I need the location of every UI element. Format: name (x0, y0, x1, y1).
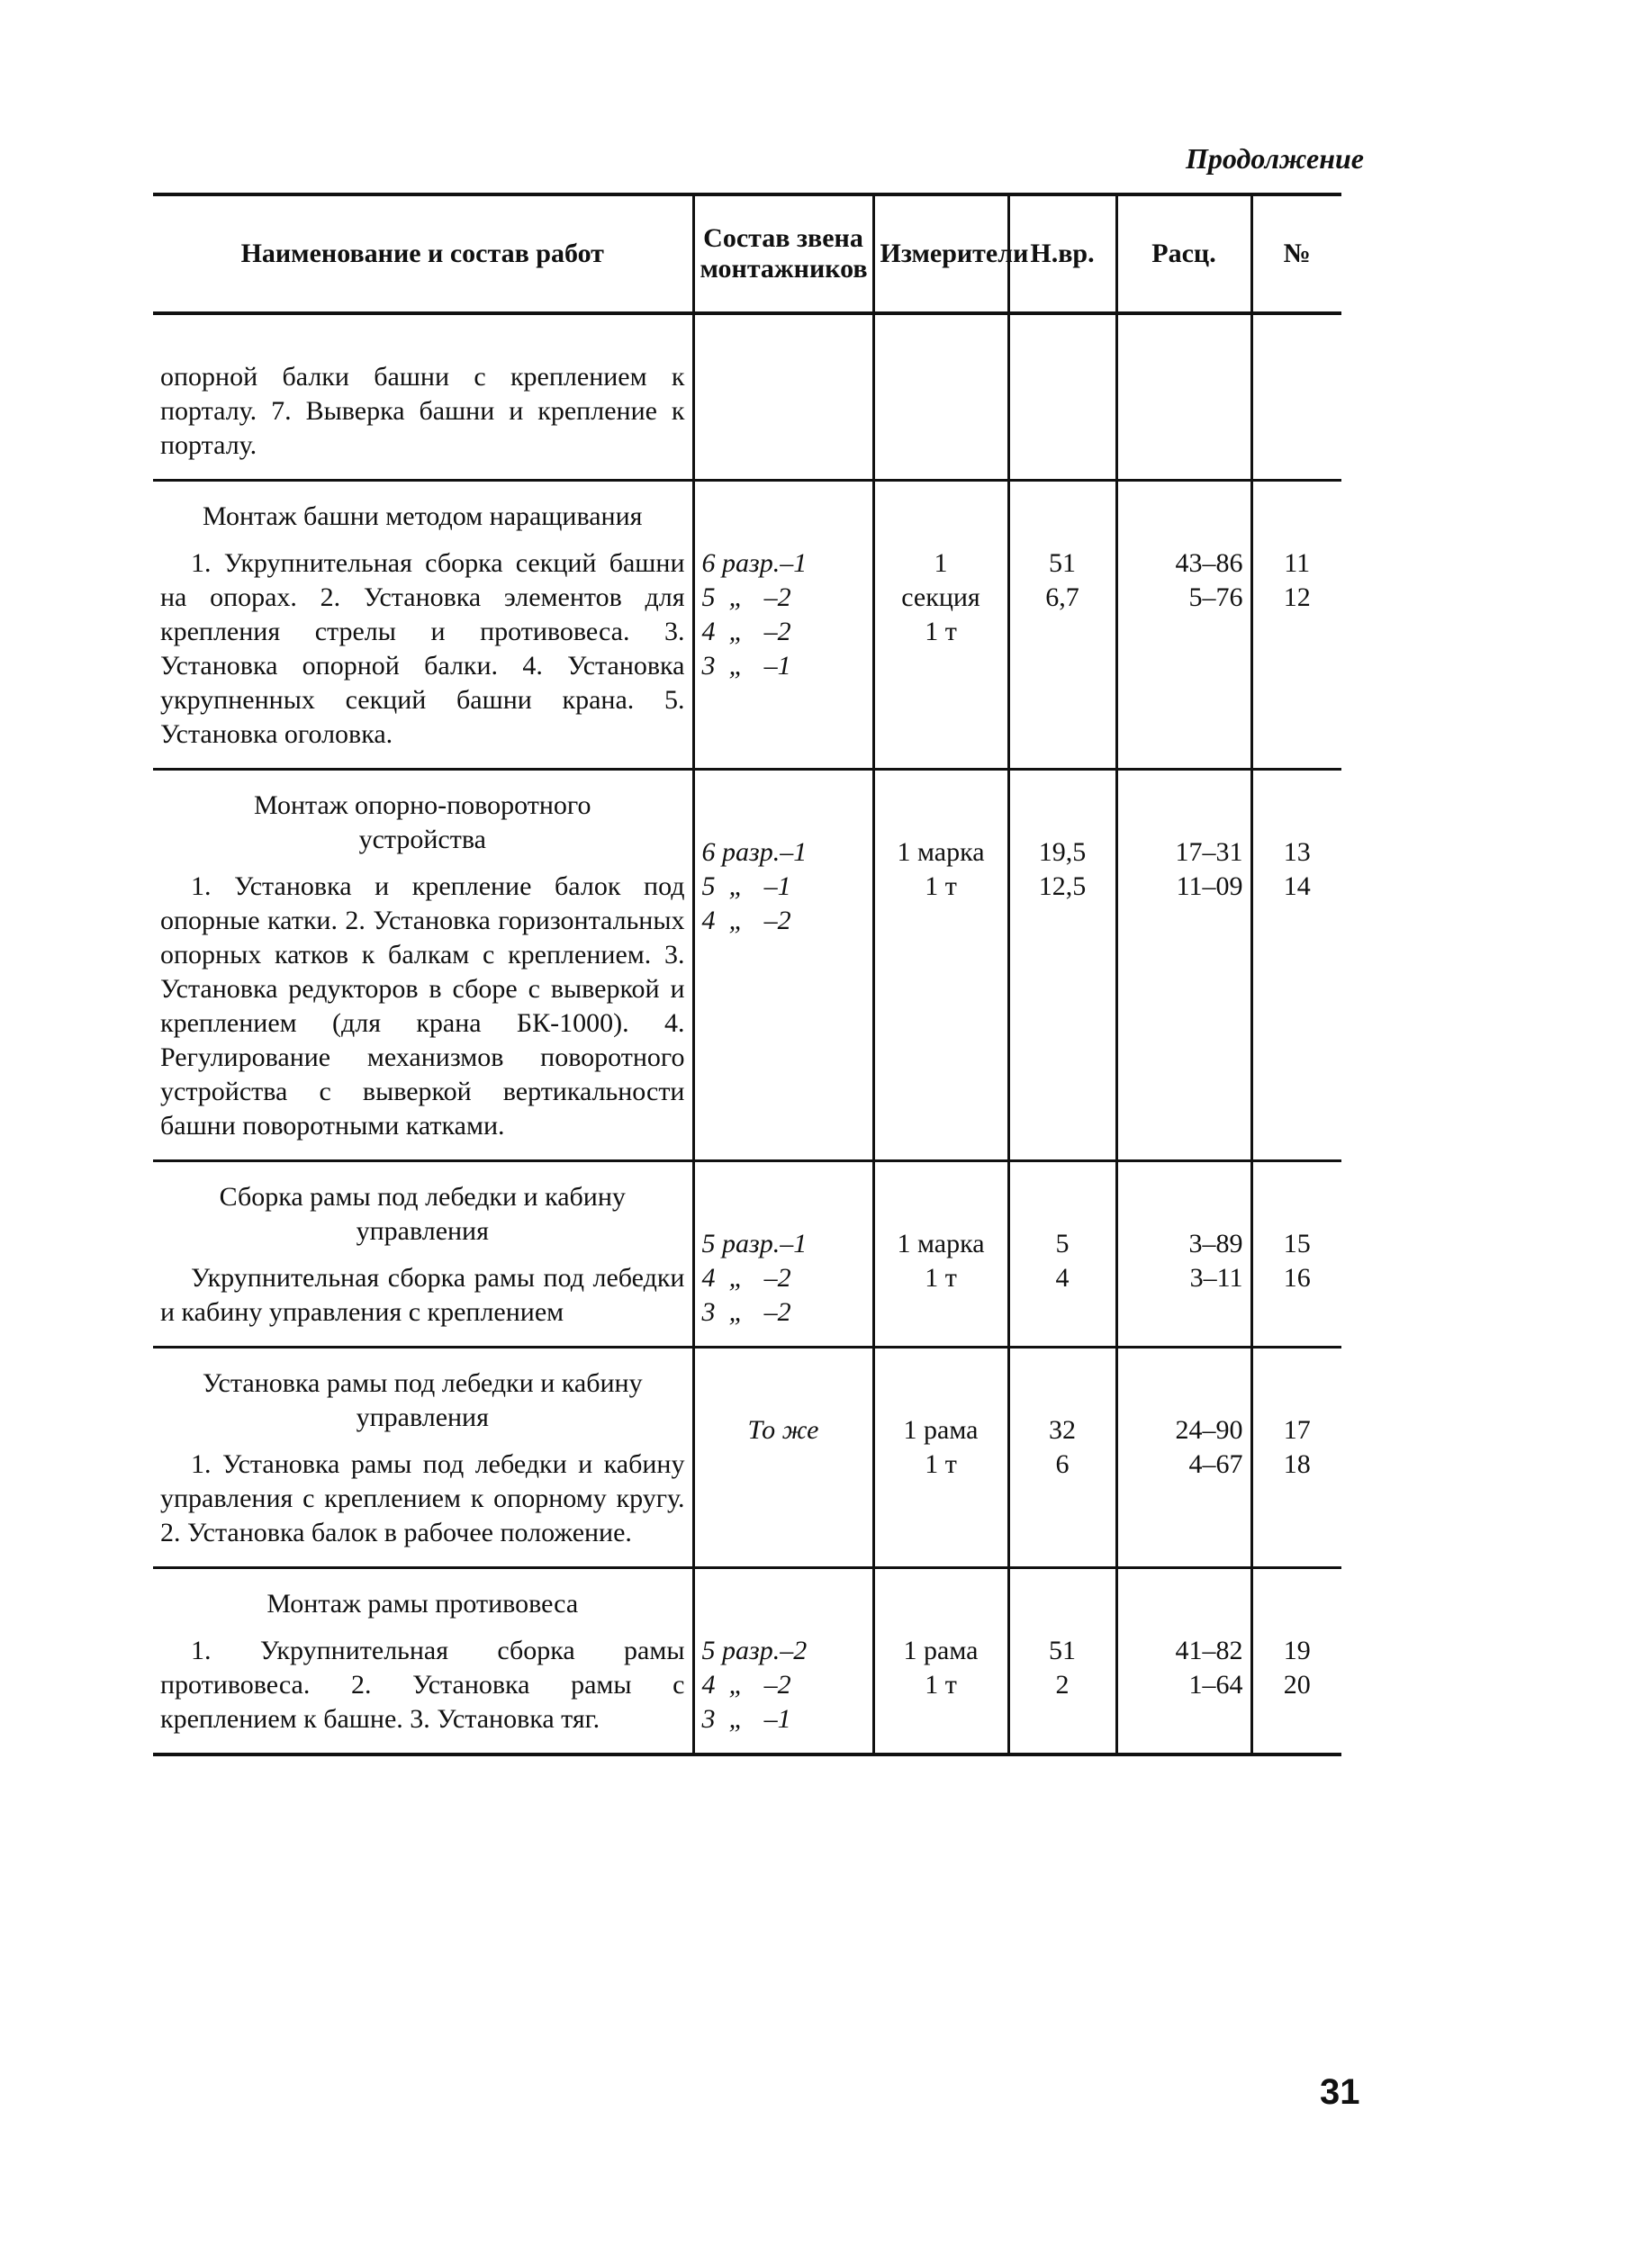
rate-value: 43–86 (1175, 548, 1243, 578)
crew-line: 6 разр.–1 (701, 548, 808, 578)
norm-time-value: 6,7 (1045, 582, 1079, 612)
number-cell (1251, 1161, 1341, 1348)
unit-value: 1 т (925, 871, 957, 901)
row-number: 15 (1283, 1229, 1311, 1258)
continuation-label: Продолжение (1186, 142, 1364, 175)
section-title: Монтаж башни методом наращивания (203, 501, 643, 531)
unit-value: 1 т (925, 1670, 957, 1700)
number-cell (1251, 313, 1341, 481)
unit-value: 1 рама (903, 1415, 979, 1445)
norm-time-cell (1008, 770, 1116, 1161)
rate-cell (1116, 1348, 1251, 1568)
crew-cell (693, 313, 873, 481)
table-row (153, 1568, 1341, 1755)
rate-value: 3–89 (1188, 1229, 1243, 1258)
row-number: 19 (1283, 1636, 1311, 1665)
section-title: Монтаж опорно-поворотного устройства (254, 790, 591, 854)
norm-time-cell (1008, 1348, 1116, 1568)
crew-same-note: То же (747, 1415, 819, 1445)
crew-line: 3 „ –2 (701, 1297, 791, 1327)
unit-value: 1 т (925, 617, 957, 646)
number-cell (1251, 770, 1341, 1161)
rate-cell (1116, 770, 1251, 1161)
rate-value: 41–82 (1175, 1636, 1243, 1665)
unit-value: 1 рама (903, 1636, 979, 1665)
norm-time-value: 4 (1055, 1263, 1070, 1293)
norm-time-value: 51 (1049, 1636, 1076, 1665)
work-cell (153, 770, 693, 1161)
work-description: 1. Установка и крепление балок под опорные катки. 2. Установка горизонтальных опорных катков к балкам с креплением. 3. Установка редукторов в сборе с выверкой и креплением (для крана БК-1000). 4. Регулирование механизмов поворотного устройства с выверкой вертикальности башни поворотными катками. (160, 871, 685, 1141)
section-title: Установка рамы под лебедки и кабину управления (202, 1368, 643, 1432)
crew-line: 5 „ –1 (701, 871, 791, 901)
work-description: 1. Укрупнительная сборка рамы противовеса. 2. Установка рамы с креплением к башне. 3. Установка тяг. (160, 1636, 685, 1734)
crew-line: 3 „ –1 (701, 1704, 791, 1734)
rate-value: 1–64 (1188, 1670, 1243, 1700)
row-number: 18 (1283, 1449, 1311, 1479)
table-row (153, 313, 1341, 481)
norm-time-value: 2 (1055, 1670, 1070, 1700)
header-crew: Состав звена монтажников (693, 194, 873, 313)
rate-value: 11–09 (1176, 871, 1243, 901)
rate-value: 5–76 (1188, 582, 1243, 612)
rate-value: 17–31 (1175, 837, 1243, 867)
crew-line: 5 „ –2 (701, 582, 791, 612)
table-row (153, 1348, 1341, 1568)
rate-cell (1116, 481, 1251, 770)
unit-value: 1 т (925, 1449, 957, 1479)
number-cell (1251, 481, 1341, 770)
row-number: 11 (1284, 548, 1311, 578)
units-cell (873, 1568, 1008, 1755)
rate-cell (1116, 313, 1251, 481)
norm-time-cell (1008, 313, 1116, 481)
page-number: 31 (1320, 2072, 1360, 2112)
crew-line: 5 разр.–2 (701, 1636, 808, 1665)
crew-line: 4 „ –2 (701, 617, 791, 646)
norms-table (153, 193, 1341, 1756)
norm-time-value: 12,5 (1038, 871, 1087, 901)
work-cell (153, 313, 693, 481)
unit-value: 1 марка (897, 1229, 985, 1258)
row-number: 16 (1283, 1263, 1311, 1293)
crew-cell (693, 1348, 873, 1568)
work-cell (153, 1161, 693, 1348)
norm-time-value: 6 (1055, 1449, 1070, 1479)
number-cell (1251, 1568, 1341, 1755)
work-description: Укрупнительная сборка рамы под лебедки и кабину управления с креплением (160, 1263, 685, 1327)
crew-line: 3 „ –1 (701, 651, 791, 681)
crew-line: 4 „ –2 (701, 906, 791, 935)
crew-cell (693, 770, 873, 1161)
row-number: 12 (1283, 582, 1311, 612)
number-cell (1251, 1348, 1341, 1568)
norm-time-value: 5 (1055, 1229, 1070, 1258)
units-cell (873, 770, 1008, 1161)
row-number: 13 (1283, 837, 1311, 867)
crew-line: 4 „ –2 (701, 1263, 791, 1293)
norm-time-cell (1008, 1568, 1116, 1755)
header-number: № (1251, 194, 1341, 313)
units-cell (873, 1161, 1008, 1348)
work-cell (153, 481, 693, 770)
unit-value: 1 секция (901, 548, 980, 612)
table-row (153, 1161, 1341, 1348)
table-row (153, 481, 1341, 770)
header-name: Наименование и состав работ (153, 194, 693, 313)
row-number: 17 (1283, 1415, 1311, 1445)
work-description: опорной балки башни с креплением к порталу. 7. Выверка башни и крепление к порталу. (160, 362, 685, 460)
row-number: 14 (1283, 871, 1311, 901)
work-description: 1. Укрупнительная сборка секций башни на опорах. 2. Установка элементов для крепления стрелы и противовеса. 3. Установка опорной балки. 4. Установка укрупненных секций башни крана. 5. Установка оголовка. (160, 548, 685, 749)
norm-time-cell (1008, 1161, 1116, 1348)
norm-time-value: 32 (1049, 1415, 1076, 1445)
norm-time-value: 51 (1049, 548, 1076, 578)
crew-line: 4 „ –2 (701, 1670, 791, 1700)
header-units: Измерители (873, 194, 1008, 313)
rate-value: 24–90 (1175, 1415, 1243, 1445)
rate-value: 3–11 (1189, 1263, 1243, 1293)
header-norm-time: Н.вр. (1008, 194, 1116, 313)
crew-cell (693, 1568, 873, 1755)
crew-cell (693, 481, 873, 770)
units-cell (873, 481, 1008, 770)
norm-time-cell (1008, 481, 1116, 770)
crew-cell (693, 1161, 873, 1348)
unit-value: 1 марка (897, 837, 985, 867)
rate-cell (1116, 1568, 1251, 1755)
units-cell (873, 1348, 1008, 1568)
work-cell (153, 1568, 693, 1755)
header-rate: Расц. (1116, 194, 1251, 313)
crew-line: 6 разр.–1 (701, 837, 808, 867)
section-title: Монтаж рамы противовеса (266, 1589, 579, 1619)
work-cell (153, 1348, 693, 1568)
unit-value: 1 т (925, 1263, 957, 1293)
section-title: Сборка рамы под лебедки и кабину управления (219, 1182, 626, 1246)
norm-time-value: 19,5 (1038, 837, 1087, 867)
table-row (153, 770, 1341, 1161)
rate-cell (1116, 1161, 1251, 1348)
units-cell (873, 313, 1008, 481)
work-description: 1. Установка рамы под лебедки и кабину управления с креплением к опорному кругу. 2. Установка балок в рабочее положение. (160, 1449, 685, 1547)
crew-line: 5 разр.–1 (701, 1229, 808, 1258)
rate-value: 4–67 (1188, 1449, 1243, 1479)
row-number: 20 (1283, 1670, 1311, 1700)
table-header-row (153, 194, 1341, 313)
